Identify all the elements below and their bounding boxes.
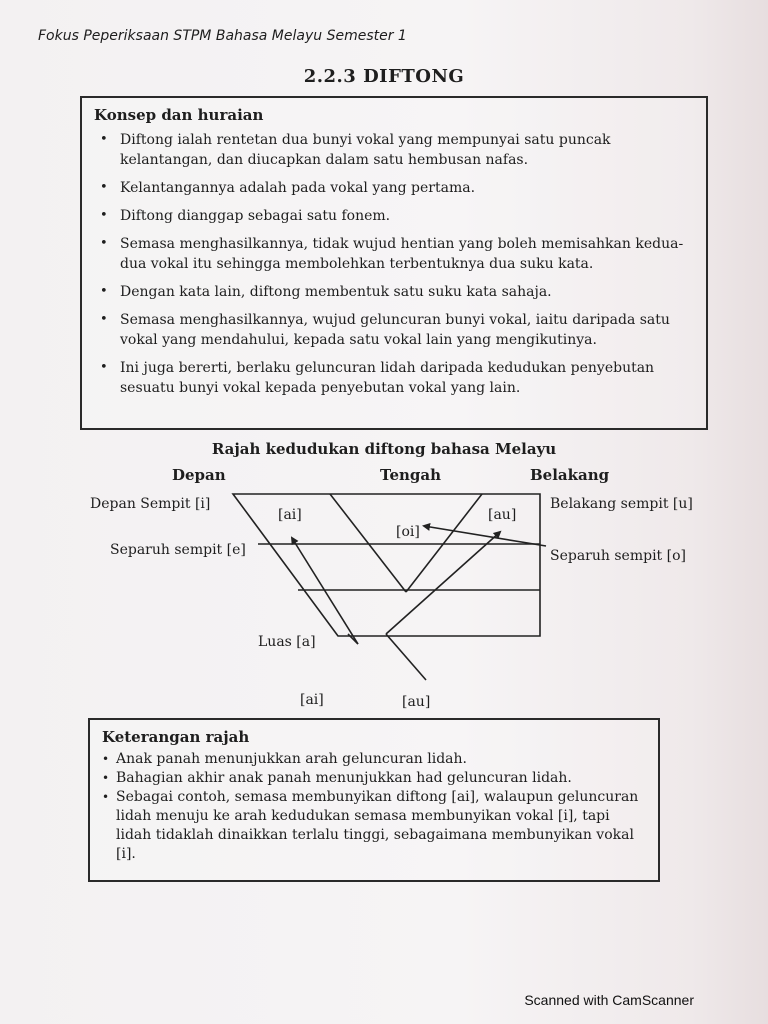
list-item: • Semasa menghasilkannya, tidak wujud hentian yang boleh memisahkan kedua-dua vokal itu sehingga membolehkan terbentuknya dua suku kata.	[94, 234, 696, 274]
legend-box	[88, 718, 660, 882]
section-title: 2.2.3 DIFTONG	[303, 66, 465, 87]
label-luas-a: Luas [a]	[258, 634, 316, 650]
label-separuh-sempit-o: Separuh sempit [o]	[550, 548, 686, 564]
list-item: • Ini juga bererti, berlaku geluncuran lidah daripada kedudukan penyebutan sesuatu bunyi vokal kepada penyebutan vokal yang lain.	[94, 358, 696, 398]
vowel-quadrilateral	[233, 494, 540, 636]
list-item: • Dengan kata lain, diftong membentuk satu suku kata sahaja.	[94, 282, 696, 302]
list-item: • Kelantangannya adalah pada vokal yang pertama.	[94, 178, 696, 198]
diagram-title: Rajah kedudukan diftong bahasa Melayu	[211, 440, 557, 458]
column-label-depan: Depan	[172, 466, 226, 484]
oi-glide-left-arm	[330, 494, 406, 592]
list-item: • Diftong ialah rentetan dua bunyi vokal yang mempunyai satu puncak kelantangan, dan diucapkan dalam satu hembusan nafas.	[94, 130, 696, 170]
legend-list	[102, 750, 646, 864]
label-depan-sempit: Depan Sempit [i]	[90, 496, 211, 512]
page-header: Fokus Peperiksaan STPM Bahasa Melayu Semester 1	[38, 28, 407, 44]
label-in-au: [au]	[488, 507, 517, 523]
scanner-watermark: Scanned with CamScanner	[524, 992, 694, 1008]
label-separuh-sempit-e: Separuh sempit [e]	[110, 542, 246, 558]
list-item: • Anak panah menunjukkan arah geluncuran lidah.	[102, 750, 646, 769]
list-item: • Diftong dianggap sebagai satu fonem.	[94, 206, 696, 226]
label-bottom-au: [au]	[402, 694, 431, 710]
au-glide-arrow-tail	[386, 634, 426, 680]
label-belakang-sempit: Belakang sempit [u]	[550, 496, 693, 512]
list-item: • Sebagai contoh, semasa membunyikan diftong [ai], walaupun geluncuran lidah menuju ke arah kedudukan semasa membunyikan vokal [i], tapi lidah tidaklah dinaikkan terlalu tinggi, sebagaimana membunyikan vokal [i].	[102, 788, 646, 864]
column-label-belakang: Belakang	[530, 466, 610, 484]
label-in-ai: [ai]	[278, 507, 302, 523]
column-label-tengah: Tengah	[380, 466, 442, 484]
au-glide-arrow	[386, 532, 500, 634]
concept-box-title: Konsep dan huraian	[94, 106, 264, 124]
oi-glide-right-arm	[406, 494, 482, 592]
label-in-oi: [oi]	[396, 524, 420, 540]
list-item: • Bahagian akhir anak panah menunjukkan had geluncuran lidah.	[102, 769, 646, 788]
legend-box-title: Keterangan rajah	[102, 728, 250, 746]
ai-glide-arrow	[292, 538, 358, 644]
label-bottom-ai: [ai]	[300, 692, 324, 708]
oi-glide-arrow	[424, 526, 546, 546]
list-item: • Semasa menghasilkannya, wujud geluncuran bunyi vokal, iaitu daripada satu vokal yang mendahului, kepada satu vokal lain yang mengikutinya.	[94, 310, 696, 350]
